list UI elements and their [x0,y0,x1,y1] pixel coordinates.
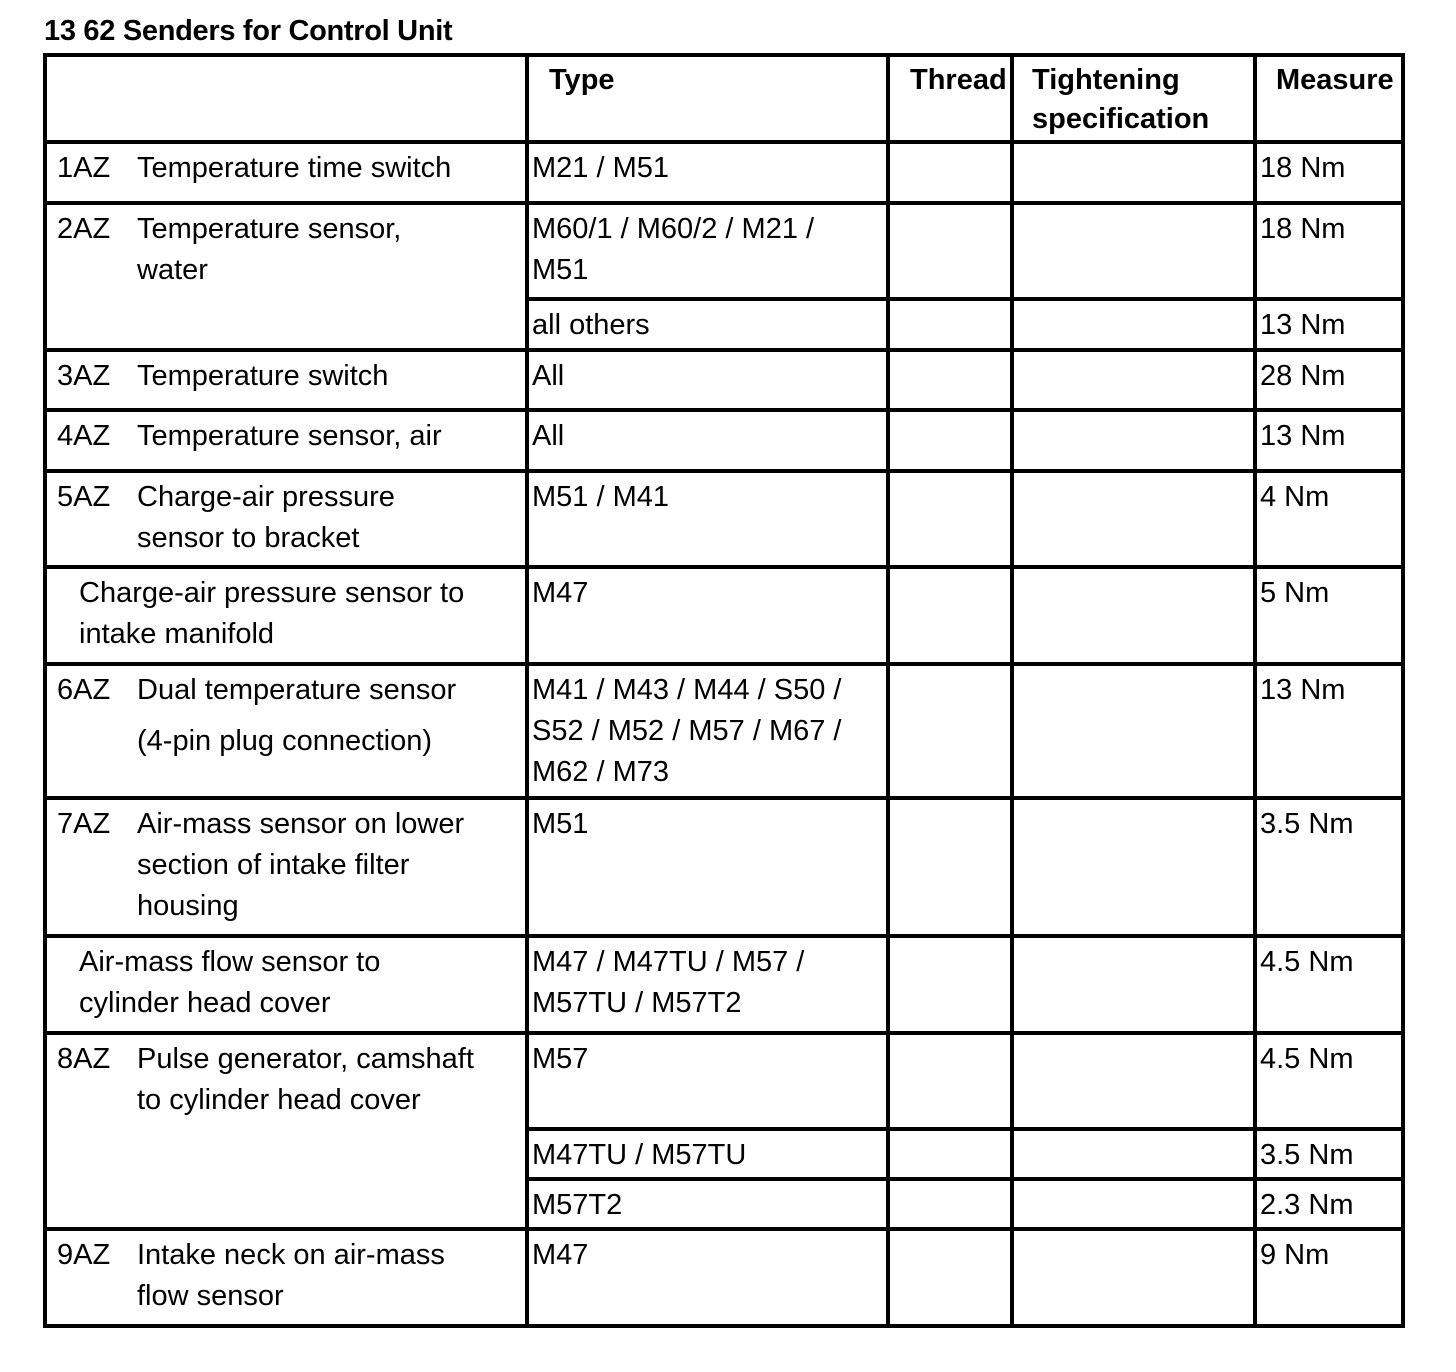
type-value: M57TU / M57T2 [532,987,742,1019]
component-desc: Temperature time switch [137,152,452,184]
header-tightening-line2: specification [1032,103,1210,135]
component-cell [45,142,527,203]
tightening-cell [1012,1129,1255,1179]
component-desc: Charge-air pressure sensor to [79,577,465,609]
measure-cell: 4.5 Nm [1255,936,1403,1033]
type-value: M47TU / M57TU [532,1139,747,1171]
component-cell [45,1229,527,1326]
thread-cell [888,1129,1012,1179]
component-code: 6AZ [57,674,111,706]
tightening-cell [1012,350,1255,410]
component-cell [45,567,527,664]
type-value: All [532,420,565,452]
thread-cell [888,350,1012,410]
type-value: S52 / M52 / M57 / M67 / [532,715,842,747]
component-desc: section of intake filter [137,849,410,881]
component-desc: Intake neck on air-mass [137,1239,445,1271]
tightening-cell [1012,936,1255,1033]
tightening-cell [1012,203,1255,299]
thread-cell [888,471,1012,567]
measure-cell: 4.5 Nm [1255,1033,1403,1129]
component-desc: water [137,254,208,286]
component-code: 9AZ [57,1239,111,1271]
thread-cell [888,798,1012,936]
table-header-row [45,55,1403,142]
component-code: 4AZ [57,420,111,452]
thread-cell [888,410,1012,471]
type-cell [527,471,888,567]
table-row [45,203,1403,299]
measure-cell: 13 Nm [1255,299,1403,350]
tightening-cell [1012,664,1255,798]
thread-cell [888,203,1012,299]
component-desc: Charge-air pressure [137,481,395,513]
type-cell [527,350,888,410]
measure-cell: 9 Nm [1255,1229,1403,1326]
table-row [45,936,1403,1033]
type-value: all others [532,309,650,341]
component-desc: Pulse generator, camshaft [137,1043,474,1075]
component-cell [45,798,527,936]
type-value: M41 / M43 / M44 / S50 / [532,674,842,706]
component-cell [45,350,527,410]
header-tightening-line1: Tightening [1032,64,1180,96]
type-value: M21 / M51 [532,152,669,184]
component-desc: intake manifold [79,618,275,650]
tightening-cell [1012,1033,1255,1129]
tightening-cell [1012,471,1255,567]
component-code: 1AZ [57,152,111,184]
thread-cell [888,567,1012,664]
measure-cell: 5 Nm [1255,567,1403,664]
type-cell [527,1033,888,1129]
header-thread: Thread [888,55,1012,142]
thread-cell [888,1229,1012,1326]
header-component [45,55,527,142]
type-cell [527,203,888,299]
measure-cell: 3.5 Nm [1255,798,1403,936]
type-cell [527,664,888,798]
measure-cell: 18 Nm [1255,203,1403,299]
type-cell [527,1229,888,1326]
type-value: M62 / M73 [532,756,669,788]
torque-spec-table [43,53,1405,1328]
component-desc: Temperature sensor, [137,213,402,245]
tightening-cell [1012,1179,1255,1229]
measure-cell: 28 Nm [1255,350,1403,410]
type-value: M57T2 [532,1189,623,1221]
component-cell [45,664,527,798]
header-type: Type [527,55,888,142]
table-row [45,798,1403,936]
type-cell [527,1129,888,1179]
type-value: M51 [532,254,589,286]
type-cell [527,142,888,203]
component-cell [45,410,527,471]
component-desc: flow sensor [137,1280,284,1312]
component-desc: sensor to bracket [137,522,360,554]
table-row [45,1229,1403,1326]
type-cell [527,410,888,471]
type-value: M47 [532,577,589,609]
tightening-cell [1012,410,1255,471]
table-row [45,142,1403,203]
type-value: M47 / M47TU / M57 / [532,946,805,978]
component-desc: Air-mass sensor on lower [137,808,465,840]
component-desc: (4-pin plug connection) [137,725,433,757]
table-row [45,664,1403,798]
type-value: M57 [532,1043,589,1075]
tightening-cell [1012,1229,1255,1326]
component-desc: cylinder head cover [79,987,331,1019]
type-cell [527,936,888,1033]
component-desc: Temperature sensor, air [137,420,442,452]
component-cell [45,471,527,567]
thread-cell [888,936,1012,1033]
measure-cell: 4 Nm [1255,471,1403,567]
measure-cell: 2.3 Nm [1255,1179,1403,1229]
tightening-cell [1012,567,1255,664]
header-tightening [1012,55,1255,142]
component-cell [45,203,527,350]
type-value: M51 [532,808,589,840]
header-measure: Measure [1255,55,1403,142]
table-row [45,471,1403,567]
component-code: 5AZ [57,481,111,513]
measure-cell: 3.5 Nm [1255,1129,1403,1179]
tightening-cell [1012,798,1255,936]
measure-cell: 18 Nm [1255,142,1403,203]
type-cell [527,1179,888,1229]
table-row [45,350,1403,410]
component-desc: Air-mass flow sensor to [79,946,381,978]
component-desc: Temperature switch [137,360,389,392]
component-cell [45,1033,527,1229]
type-value: M47 [532,1239,589,1271]
thread-cell [888,142,1012,203]
measure-cell: 13 Nm [1255,664,1403,798]
table-row [45,567,1403,664]
measure-cell: 13 Nm [1255,410,1403,471]
thread-cell [888,664,1012,798]
component-desc: housing [137,890,239,922]
type-value: M60/1 / M60/2 / M21 / [532,213,815,245]
component-cell [45,936,527,1033]
tightening-cell [1012,299,1255,350]
thread-cell [888,1179,1012,1229]
component-desc: Dual temperature sensor [137,674,457,706]
type-value: M51 / M41 [532,481,669,513]
type-cell [527,567,888,664]
type-value: All [532,360,565,392]
component-code: 2AZ [57,213,111,245]
table-row [45,410,1403,471]
thread-cell [888,299,1012,350]
tightening-cell [1012,142,1255,203]
page-title: 13 62 Senders for Control Unit [44,15,453,47]
table-row [45,1033,1403,1129]
type-cell [527,299,888,350]
component-code: 7AZ [57,808,111,840]
component-desc: to cylinder head cover [137,1084,421,1116]
thread-cell [888,1033,1012,1129]
component-code: 3AZ [57,360,111,392]
type-cell [527,798,888,936]
component-code: 8AZ [57,1043,111,1075]
